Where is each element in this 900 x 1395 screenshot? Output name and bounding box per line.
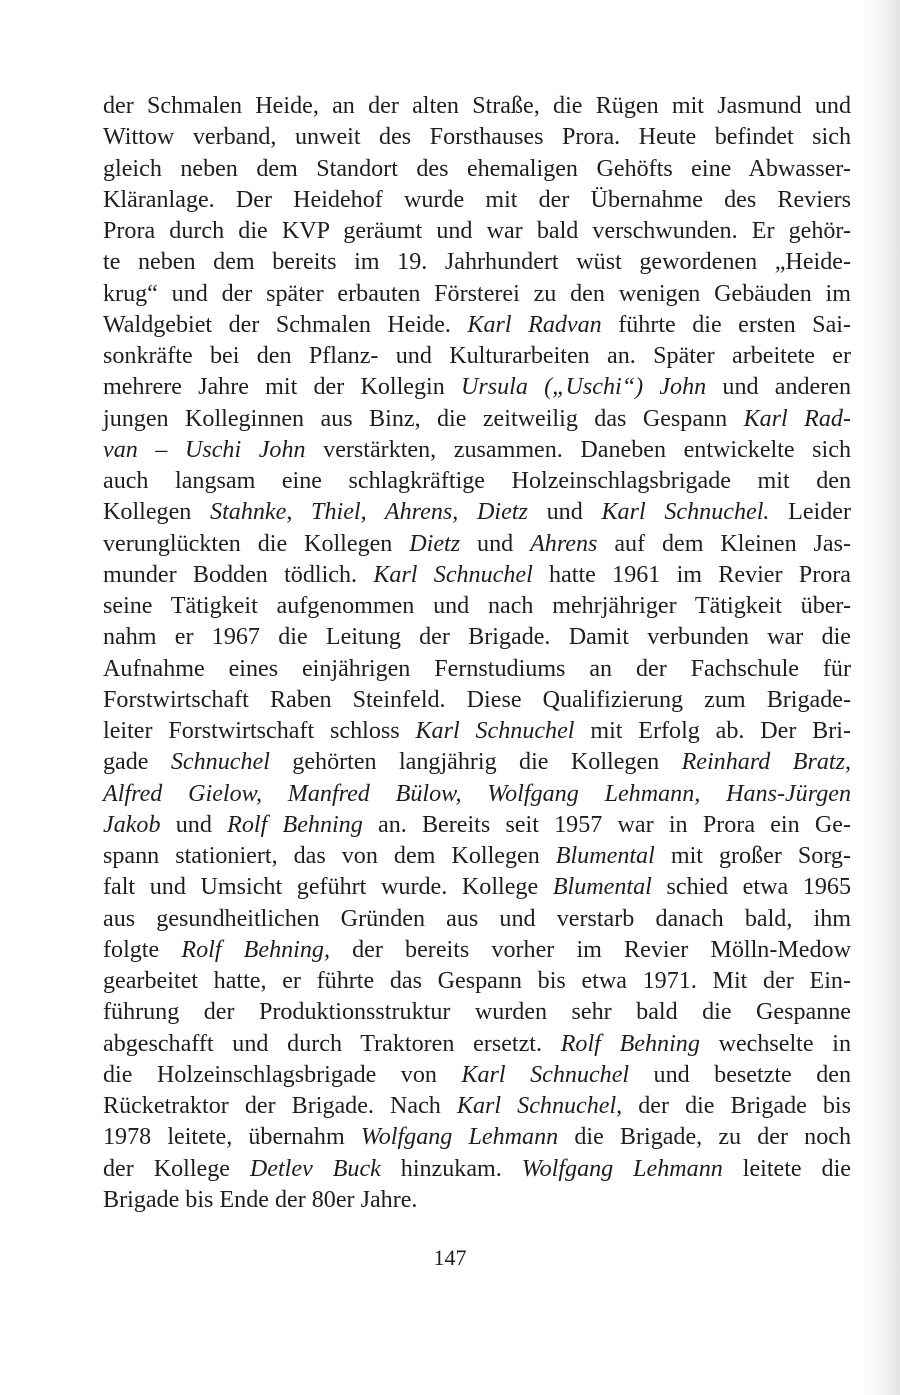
text-line: [103, 154, 851, 185]
text-line: [103, 904, 851, 935]
text-run: Prora durch die KVP geräumt und war bald verschwunden. Er gehör-: [103, 218, 851, 244]
text-run: wechselte in: [699, 1030, 852, 1057]
text-run: führung der Produktionsstruktur wurden sehr bald die Gespanne: [103, 999, 851, 1026]
text-line: [103, 779, 851, 810]
text-run: Kläranlage. Der Heidehof wurde mit der Übernahme des Reviers: [103, 186, 851, 213]
italic-name: Wolfgang Lehmann: [521, 1155, 723, 1182]
text-line: [103, 747, 851, 778]
text-line: [103, 529, 851, 560]
italic-name: Rolf Behning,: [181, 936, 330, 963]
italic-name: Karl Schnuchel: [373, 561, 533, 588]
text-run: verunglückten die Kollegen: [103, 530, 410, 557]
text-line: [103, 622, 851, 653]
text-run: Aufnahme eines einjährigen Fernstudiums an der Fachschule für: [103, 655, 851, 682]
text-run: aus gesundheitlichen Gründen aus und verstarb danach bald, ihm: [103, 905, 851, 932]
italic-name: Wolfgang Lehmann: [360, 1124, 559, 1151]
text-run: verstärkten, zusammen. Daneben entwickelte sich: [305, 436, 851, 463]
italic-name: Jakob: [103, 811, 161, 838]
text-line: [103, 122, 851, 153]
text-line: [103, 216, 851, 247]
text-run: seine Tätigkeit aufgenommen und nach mehrjähriger Tätigkeit über-: [103, 593, 851, 619]
italic-name: Schnuchel: [170, 749, 270, 776]
italic-name: Karl Radvan: [467, 311, 602, 338]
text-run: schied etwa 1965: [651, 874, 851, 901]
text-line: [103, 279, 851, 310]
text-run: leiter Forstwirtschaft schloss: [103, 718, 416, 744]
text-run: te neben dem bereits im 19. Jahrhundert wüst gewordenen „Heide-: [103, 249, 851, 276]
text-run: und besetzte den: [629, 1061, 851, 1088]
text-run: Waldgebiet der Schmalen Heide.: [103, 311, 468, 338]
text-line: [103, 185, 851, 216]
text-run: und anderen: [706, 374, 851, 401]
italic-name: van – Uschi John: [103, 436, 306, 463]
italic-name: Ursula („Uschi“) John: [460, 374, 707, 401]
text-run: auf dem Kleinen Jas-: [597, 530, 851, 557]
text-line: [103, 1029, 851, 1060]
text-line: [103, 560, 851, 591]
text-line: [103, 654, 851, 685]
text-line: [103, 966, 851, 997]
text-line: [103, 716, 851, 747]
italic-name: Blumental: [555, 843, 655, 869]
text-line: [103, 466, 851, 497]
text-line: [103, 1091, 851, 1122]
text-line: [103, 91, 851, 122]
text-line: [103, 372, 851, 403]
text-line: [103, 310, 851, 341]
text-run: Brigade bis Ende der 80er Jahre.: [103, 1186, 418, 1213]
italic-name: Karl Schnuchel,: [456, 1093, 623, 1119]
text-run: gade: [103, 749, 171, 776]
text-line: [103, 1185, 851, 1216]
text-run: jungen Kolleginnen aus Binz, die zeitweilig das Gespann: [103, 405, 744, 432]
text-run: sonkräfte bei den Pflanz- und Kulturarbeiten an. Später arbeitete er: [103, 343, 851, 369]
text-line: [103, 810, 851, 841]
italic-name: Stahnke, Thiel, Ahrens, Dietz: [210, 499, 528, 526]
italic-name: Reinhard Bratz,: [681, 749, 851, 776]
text-run: mehrere Jahre mit der Kollegin: [103, 374, 461, 401]
text-run: krug“ und der später erbauten Försterei zu den wenigen Gebäuden im: [103, 280, 851, 307]
italic-name: Ahrens: [530, 530, 598, 557]
text-run: gearbeitet hatte, er führte das Gespann bis etwa 1971. Mit der Ein-: [103, 968, 851, 994]
italic-name: Blumental: [552, 874, 652, 901]
text-run: Wittow verband, unweit des Forsthauses Prora. Heute befindet sich: [103, 124, 851, 151]
text-run: munder Bodden tödlich.: [103, 561, 374, 588]
text-line: [103, 997, 851, 1028]
text-line: [103, 935, 851, 966]
text-run: auch langsam eine schlagkräftige Holzeinschlagsbrigade mit den: [103, 468, 851, 494]
italic-name: Detlev Buck: [249, 1155, 381, 1182]
text-run: Rücketraktor der Brigade. Nach: [103, 1093, 457, 1119]
text-run: gehörten langjährig die Kollegen: [269, 749, 682, 776]
italic-name: Rolf Behning: [227, 811, 363, 838]
text-run: führte die ersten Sai-: [601, 311, 851, 338]
text-line: [103, 497, 851, 528]
text-run: mit Erfolg ab. Der Bri-: [574, 718, 851, 744]
text-run: an. Bereits seit 1957 war in Prora ein Ge-: [362, 811, 852, 838]
text-run: leitete die: [722, 1155, 851, 1182]
text-run: Forstwirtschaft Raben Steinfeld. Diese Qualifizierung zum Brigade-: [103, 686, 851, 713]
text-run: gleich neben dem Standort des ehemaligen Gehöfts eine Abwasser-: [103, 155, 851, 182]
text-run: hatte 1961 im Revier Prora: [532, 561, 851, 588]
page-number: 147: [433, 1245, 467, 1270]
text-run: und: [527, 499, 602, 526]
text-line: [103, 435, 851, 466]
text-line: [103, 1122, 851, 1153]
text-run: folgte: [103, 936, 182, 963]
italic-name: Karl Schnuchel.: [601, 499, 770, 526]
text-run: und: [160, 811, 228, 838]
text-line: [103, 872, 851, 903]
italic-name: Karl Rad-: [743, 405, 852, 432]
text-run: mit großer Sorg-: [654, 843, 851, 869]
text-run: die Brigade, zu der noch: [558, 1124, 851, 1151]
text-run: falt und Umsicht geführt wurde. Kollege: [103, 874, 553, 901]
text-line: [103, 591, 851, 622]
body-text: [103, 91, 851, 1216]
text-line: [103, 685, 851, 716]
text-line: [103, 841, 851, 872]
text-run: 1978 leitete, übernahm: [103, 1124, 361, 1151]
text-run: hinzukam.: [380, 1155, 522, 1182]
italic-name: Alfred Gielow, Manfred Bülow, Wolfgang Lehmann, Hans-Jürgen: [103, 780, 851, 807]
text-run: der Kollege: [103, 1155, 250, 1182]
text-run: Leider: [769, 499, 852, 526]
text-line: [103, 247, 851, 278]
italic-name: Karl Schnuchel: [461, 1061, 630, 1088]
text-line: [103, 1060, 851, 1091]
text-run: abgeschafft und durch Traktoren ersetzt.: [103, 1030, 561, 1057]
italic-name: Dietz: [409, 530, 461, 557]
text-run: der bereits vorher im Revier Mölln-Medow: [329, 936, 851, 963]
italic-name: Rolf Behning: [560, 1030, 700, 1057]
italic-name: Karl Schnuchel: [415, 718, 575, 744]
text-line: [103, 404, 851, 435]
text-run: Kollegen: [103, 499, 211, 526]
text-run: und: [460, 530, 531, 557]
text-run: der die Brigade bis: [622, 1093, 851, 1119]
text-run: nahm er 1967 die Leitung der Brigade. Damit verbunden war die: [103, 624, 851, 651]
text-run: der Schmalen Heide, an der alten Straße, die Rügen mit Jasmund und: [103, 93, 851, 119]
text-line: [103, 1154, 851, 1185]
text-run: spann stationiert, das von dem Kollegen: [103, 843, 556, 869]
text-line: [103, 341, 851, 372]
text-run: die Holzeinschlagsbrigade von: [103, 1061, 462, 1088]
